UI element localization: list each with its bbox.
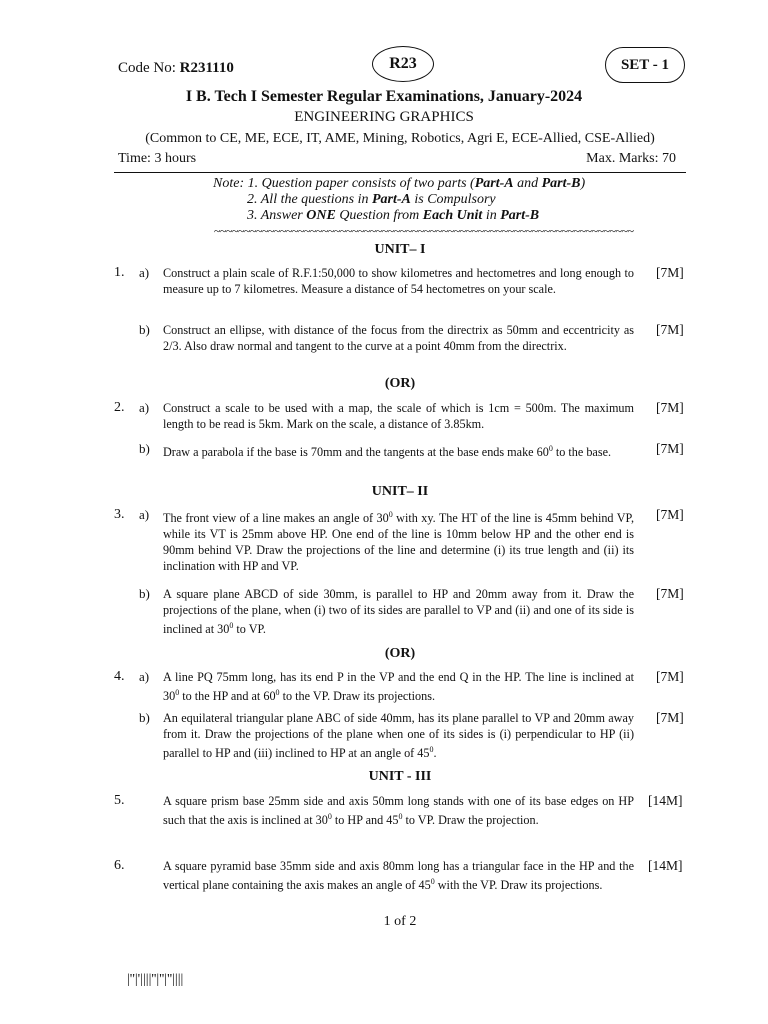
question-1b-text: Construct an ellipse, with distance of the focus from the directrix as 50mm and eccentricity as 2/3. Also draw normal and tangent to the curve at a point 40mm from the directrix. xyxy=(163,323,634,353)
question-3b-label: b) xyxy=(139,586,150,601)
page-number: 1 of 2 xyxy=(383,914,417,929)
question-4-number: 4. xyxy=(114,669,125,684)
note-2: 2. All the questions in Part-A is Compulsory xyxy=(247,192,496,207)
common-to-line: (Common to CE, ME, ECE, IT, AME, Mining, Robotics, Agri E, ECE-Allied, CSE-Allied) xyxy=(145,131,655,146)
question-5-number: 5. xyxy=(114,793,125,808)
question-4b-label: b) xyxy=(139,710,150,725)
question-4a-text: A line PQ 75mm long, has its end P in the VP and the end Q in the HP. The line is inclined at $30^0$ to the HP and at $60^0$ to the VP. Draw its projections. xyxy=(163,670,634,704)
or-separator-1: (OR) xyxy=(384,376,416,391)
question-6-number: 6. xyxy=(114,858,125,873)
question-1-number: 1. xyxy=(114,265,125,280)
question-3a-marks: [7M] xyxy=(656,507,684,522)
subject-title: ENGINEERING GRAPHICS xyxy=(294,109,474,125)
question-2b-label: b) xyxy=(139,441,150,456)
question-3a-label: a) xyxy=(139,507,150,522)
question-4a-label: a) xyxy=(139,669,150,684)
barcode: |''|'||||''|''|''|||| xyxy=(127,972,184,987)
question-1b-marks: [7M] xyxy=(656,322,684,337)
question-2-number: 2. xyxy=(114,400,125,415)
question-3a-text: The front view of a line makes an angle of $30^0$ with xy. The HT of the line is 45mm behind VP, while its VT is 25mm above HP. One end of the line is 10mm below HP and the other end is 90mm behind VP. Draw the projections of the line and determine (i) its true length and (ii) its inclination with HP and VP. xyxy=(163,510,634,574)
question-4b-text: An equilateral triangular plane ABC of side 40mm, has its plane parallel to VP and 20mm away from it. Draw the projections of the plane when one of its sides is (i) perpendicular to HP (ii) parallel to HP and (iii) inclined to HP at an angle of $45^0$. xyxy=(163,711,634,761)
separator-line: ~~~~~~~~~~~~~~~~~~~~~~~~~~~~~~~~~~~~~~~~~~~~~~~~~~~~~~~~~~~~~~~~~~~~~~ xyxy=(214,224,634,238)
max-marks-label: Max. Marks: 70 xyxy=(586,151,676,166)
question-4a-marks: [7M] xyxy=(656,669,684,684)
question-2a-label: a) xyxy=(139,400,150,415)
header-divider xyxy=(114,172,686,173)
question-3-number: 3. xyxy=(114,507,125,522)
question-2b-text: Draw a parabola if the base is 70mm and the tangents at the base ends make $60^0$ to the base. xyxy=(163,444,612,460)
note-3: 3. Answer ONE Question from Each Unit in Part-B xyxy=(247,208,540,223)
unit-2-heading: UNIT– II xyxy=(371,484,429,499)
question-4b-marks: [7M] xyxy=(656,710,684,725)
note-1: Note: 1. Question paper consists of two parts (Part-A and Part-B) xyxy=(213,176,586,191)
question-1b-label: b) xyxy=(139,322,150,337)
time-label: Time: 3 hours xyxy=(118,151,197,166)
question-1a-text: Construct a plain scale of R.F.1:50,000 to show kilometres and hectometres and long enough to measure up to 7 kilometres. Measure a distance of 54 hectometres on your scale. xyxy=(163,266,634,296)
question-2b-marks: [7M] xyxy=(656,441,684,456)
question-2a-text: Construct a scale to be used with a map, the scale of which is 1cm = 500m. The maximum length to be read is 5km. Mark on the scale, a distance of 3.85km. xyxy=(163,401,634,431)
code-number: Code No: R231110 xyxy=(118,60,234,76)
unit-1-heading: UNIT– I xyxy=(374,242,426,257)
question-6-text: A square pyramid base 35mm side and axis 80mm long has a triangular face in the HP and the vertical plane containing the axis makes an angle of $45^0$ with the VP. Draw its projections. xyxy=(163,859,634,893)
question-1a-label: a) xyxy=(139,265,150,280)
exam-title: I B. Tech I Semester Regular Examinations, January-2024 xyxy=(185,88,583,105)
question-5-text: A square prism base 25mm side and axis 50mm long stands with one of its base edges on HP such that the axis is inclined at $30^0$ to HP and $45^0$ to VP. Draw the projection. xyxy=(163,794,634,828)
regulation-badge: R23 xyxy=(372,46,434,82)
question-3b-text: A square plane ABCD of side 30mm, is parallel to HP and 20mm away from it. Draw the projections of the plane, when (i) two of its sides are parallel to VP and (ii) and one of its side is inclined at $30^0$ to VP. xyxy=(163,587,634,637)
set-badge: SET - 1 xyxy=(605,47,685,83)
question-5-marks: [14M] xyxy=(648,793,683,808)
unit-3-heading: UNIT - III xyxy=(368,769,432,784)
question-3b-marks: [7M] xyxy=(656,586,684,601)
question-1a-marks: [7M] xyxy=(656,265,684,280)
question-2a-marks: [7M] xyxy=(656,400,684,415)
or-separator-2: (OR) xyxy=(384,646,416,661)
question-6-marks: [14M] xyxy=(648,858,683,873)
